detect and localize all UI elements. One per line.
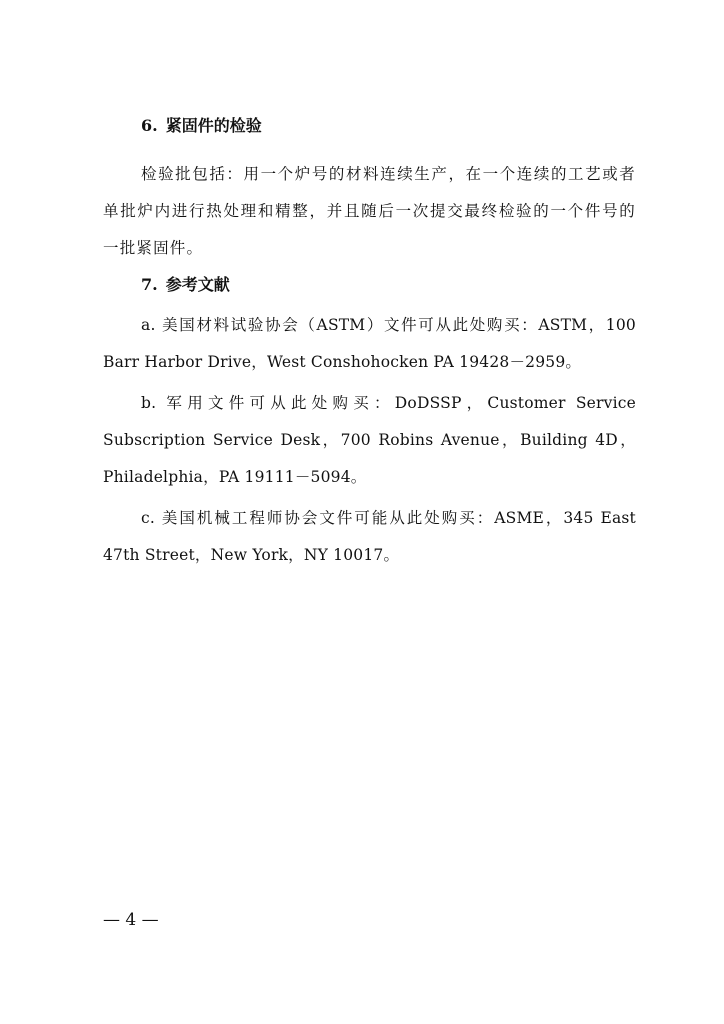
reference-item-c: c. 美国机械工程师协会文件可能从此处购买：ASME，345 East 47th Street，New York，NY 10017。: [103, 509, 636, 564]
document-body: [103, 112, 636, 578]
section-7-title: 参考文献: [165, 275, 230, 294]
section-6-paragraph: 检验批包括：用一个炉号的材料连续生产，在一个连续的工艺或者单批炉内进行热处理和精整，并且随后一次提交最终检验的一个件号的一批紧固件。: [103, 165, 636, 257]
section-6-number: 6.: [141, 116, 158, 135]
section-6-heading: [103, 112, 636, 140]
reference-item-b: b. 军用文件可从此处购买：DoDSSP，Customer Service Subscription Service Desk，700 Robins Avenue，Building 4D，Philadelphia，PA 19111－5094。: [103, 394, 636, 486]
page-number: — 4 —: [103, 910, 159, 930]
section-7-number: 7.: [141, 275, 158, 294]
section-6-title: 紧固件的检验: [165, 116, 262, 135]
reference-item-a: a. 美国材料试验协会（ASTM）文件可从此处购买：ASTM，100 Barr Harbor Drive，West Conshohocken PA 19428－2959。: [103, 316, 636, 371]
section-7-heading: [103, 271, 636, 299]
